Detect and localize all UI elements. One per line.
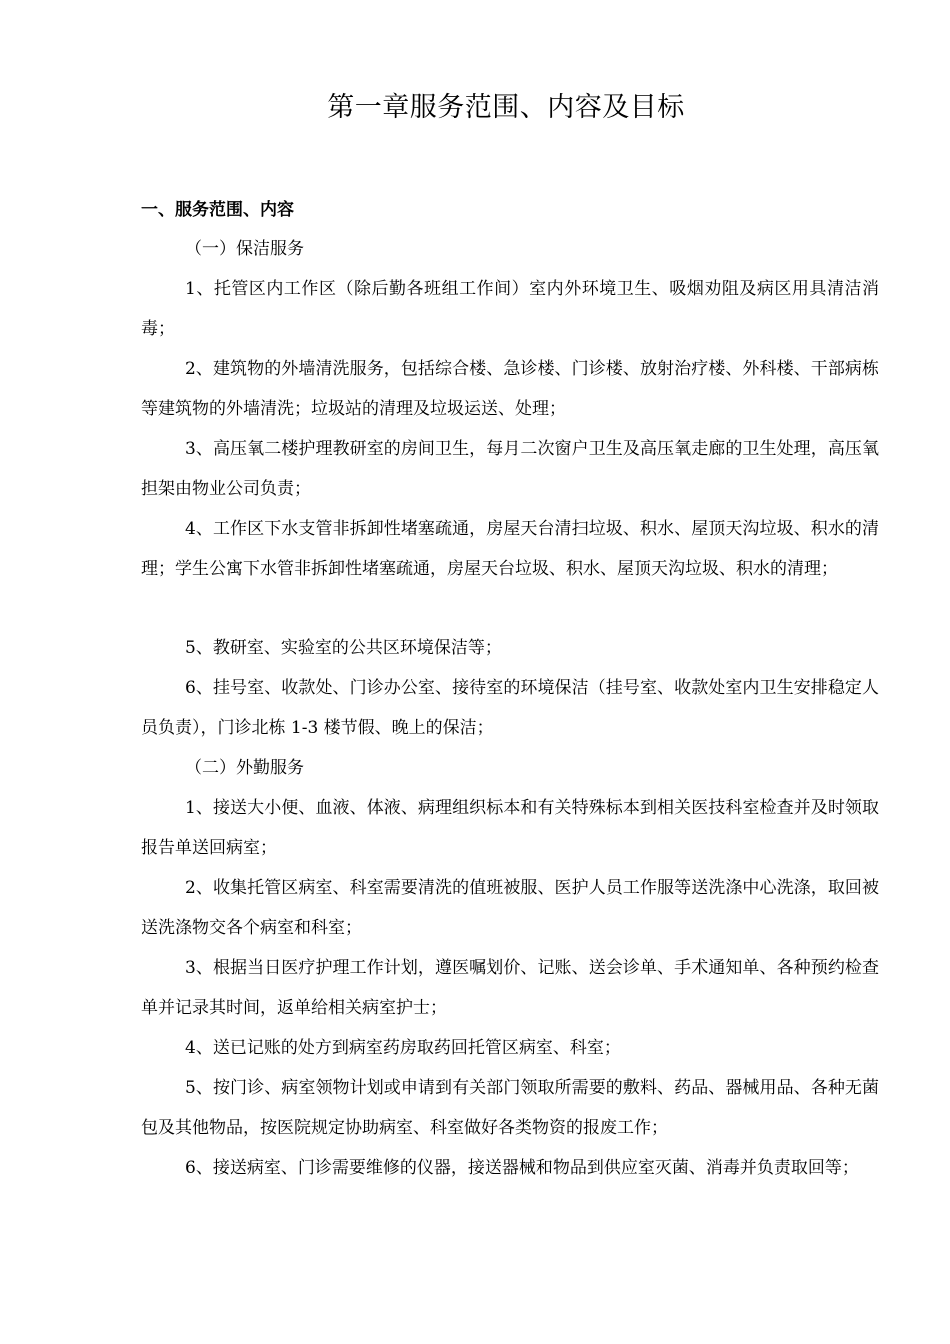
subsection-heading-cleaning: （一）保洁服务 (185, 239, 304, 259)
paragraph-errands-5: 5、按门诊、病室领物计划或申请到有关部门领取所需要的敷料、药品、器械用品、各种无菌包及其他物品，按医院规定协助病室、科室做好各类物资的报废工作； (141, 1078, 879, 1138)
section-heading: 一、服务范围、内容 (141, 200, 294, 220)
paragraph-cleaning-4: 4、工作区下水支管非拆卸性堵塞疏通，房屋天台清扫垃圾、积水、屋顶天沟垃圾、积水的清理；学生公寓下水管非拆卸性堵塞疏通，房屋天台垃圾、积水、屋顶天沟垃圾、积水的清理； (141, 519, 879, 579)
paragraph-cleaning-1: 1、托管区内工作区（除后勤各班组工作间）室内外环境卫生、吸烟劝阻及病区用具清洁消毒； (141, 279, 879, 339)
paragraph-errands-1: 1、接送大小便、血液、体液、病理组织标本和有关特殊标本到相关医技科室检查并及时领取报告单送回病室； (141, 798, 879, 858)
page-title: 第一章服务范围、内容及目标 (327, 92, 685, 123)
paragraph-errands-3: 3、根据当日医疗护理工作计划，遵医嘱划价、记账、送会诊单、手术通知单、各种预约检查单并记录其时间，返单给相关病室护士； (141, 958, 879, 1018)
paragraph-cleaning-5: 5、教研室、实验室的公共区环境保洁等； (185, 638, 502, 658)
paragraph-errands-4: 4、送已记账的处方到病室药房取药回托管区病室、科室； (185, 1038, 621, 1058)
paragraph-cleaning-2: 2、建筑物的外墙清洗服务，包括综合楼、急诊楼、门诊楼、放射治疗楼、外科楼、干部病栋等建筑物的外墙清洗；垃圾站的清理及垃圾运送、处理； (141, 359, 879, 419)
paragraph-cleaning-6: 6、挂号室、收款处、门诊办公室、接待室的环境保洁（挂号室、收款处室内卫生安排稳定人员负责），门诊北栋 1-3 楼节假、晚上的保洁； (141, 678, 879, 738)
paragraph-errands-6: 6、接送病室、门诊需要维修的仪器，接送器械和物品到供应室灭菌、消毒并负责取回等； (185, 1158, 859, 1178)
paragraph-errands-2: 2、收集托管区病室、科室需要清洗的值班被服、医护人员工作服等送洗涤中心洗涤，取回被送洗涤物交各个病室和科室； (141, 878, 879, 938)
subsection-heading-errands: （二）外勤服务 (185, 758, 304, 778)
paragraph-cleaning-3: 3、高压氧二楼护理教研室的房间卫生，每月二次窗户卫生及高压氧走廊的卫生处理，高压氧担架由物业公司负责； (141, 439, 879, 499)
